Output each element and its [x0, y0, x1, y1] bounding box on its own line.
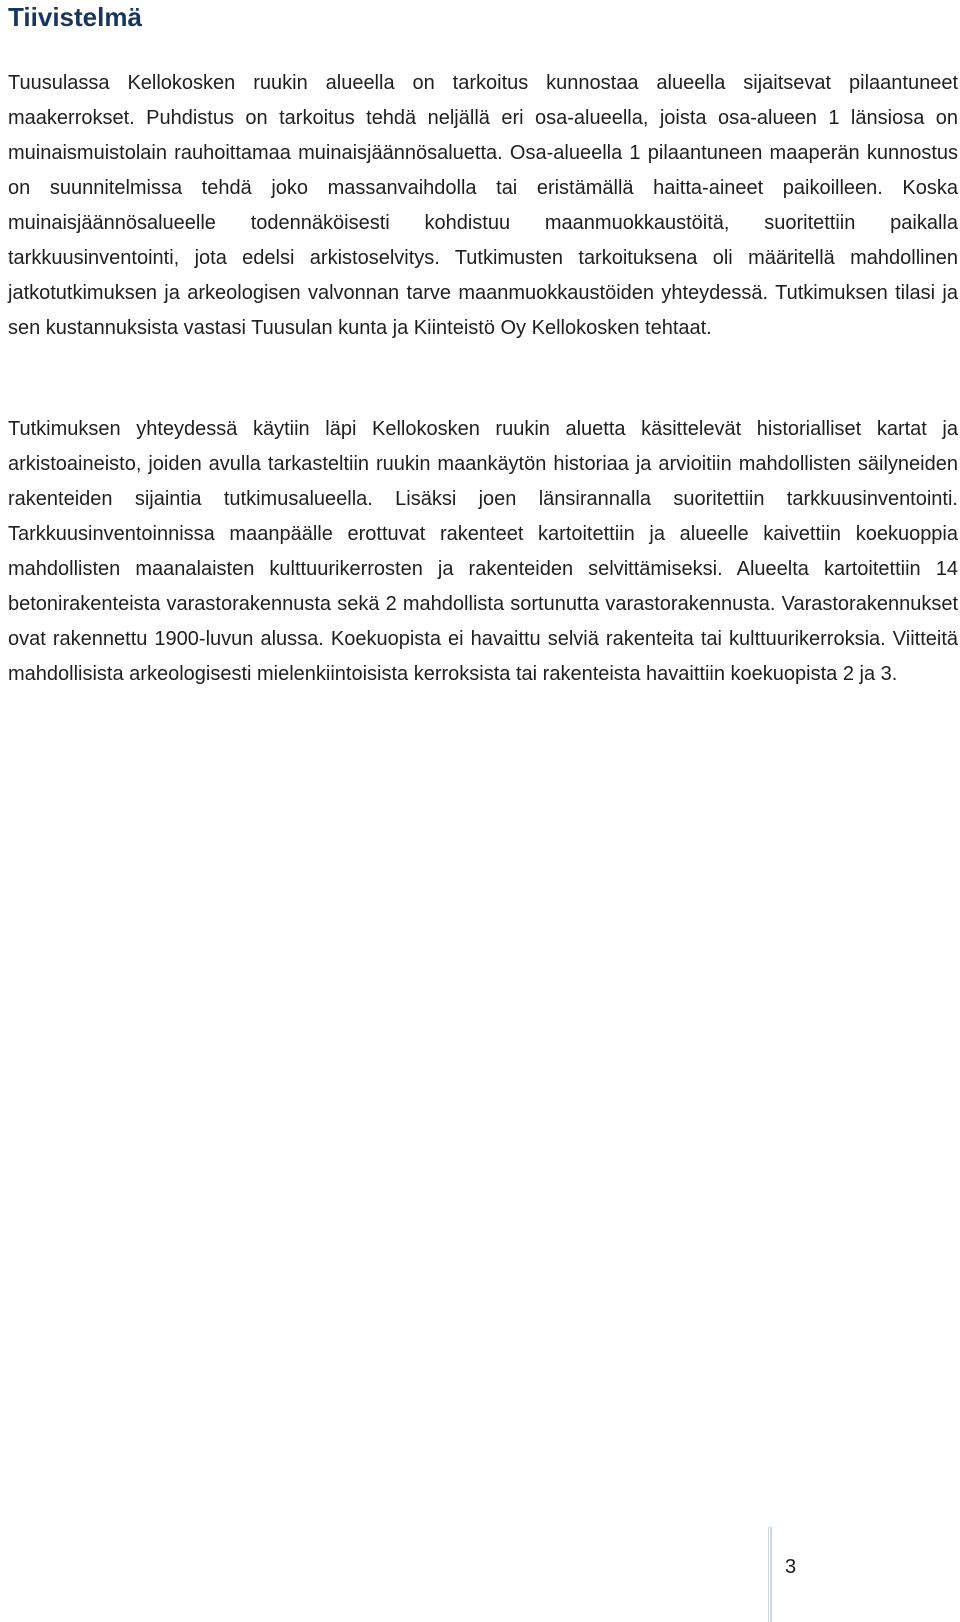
page-number: 3 [785, 1556, 797, 1578]
page-number-rule [768, 1527, 772, 1622]
page-title: Tiivistelmä [8, 2, 142, 32]
paragraph-2: Tutkimuksen yhteydessä käytiin läpi Kellokosken ruukin aluetta käsittelevät historialliset kartat ja arkistoaineisto, joiden avulla tarkasteltiin ruukin maankäytön historiaa ja arvioitiin mahdollisten säilyneiden rakenteiden sijaintia tutkimusalueella. Lisäksi joen länsirannalla suoritettiin tarkkuusinventointi. Tarkkuusinventoinnissa maanpäälle erottuvat rakenteet kartoitettiin ja alueelle kaivettiin koekuoppia mahdollisten maanalaisten kulttuurikerrosten ja rakenteiden selvittämiseksi. Alueelta kartoitettiin 14 betonirakenteista varastorakennusta sekä 2 mahdollista sortunutta varastorakennusta. Varastorakennukset ovat rakennettu 1900-luvun alussa. Koekuopista ei havaittu selviä rakenteita tai kulttuurikerroksia. Viitteitä mahdollisista arkeologisesti mielenkiintoisista kerroksista tai rakenteista havaittiin koekuopista 2 ja 3. [8, 418, 958, 685]
paragraph-1: Tuusulassa Kellokosken ruukin alueella on tarkoitus kunnostaa alueella sijaitsevat pilaantuneet maakerrokset. Puhdistus on tarkoitus tehdä neljällä eri osa-alueella, joista osa-alueen 1 länsiosa on muinaismuistolain rauhoittamaa muinaisjäännösaluetta. Osa-alueella 1 pilaantuneen maaperän kunnostus on suunnitelmissa tehdä joko massanvaihdolla tai eristämällä haitta-aineet paikoilleen. Koska muinaisjäännösalueelle todennäköisesti kohdistuu maanmuokkaustöitä, suoritettiin paikalla tarkkuusinventointi, jota edelsi arkistoselvitys. Tutkimusten tarkoituksena oli määritellä mahdollinen jatkotutkimuksen ja arkeologisen valvonnan tarve maanmuokkaustöiden yhteydessä. Tutkimuksen tilasi ja sen kustannuksista vastasi Tuusulan kunta ja Kiinteistö Oy Kellokosken tehtaat. [8, 72, 958, 339]
